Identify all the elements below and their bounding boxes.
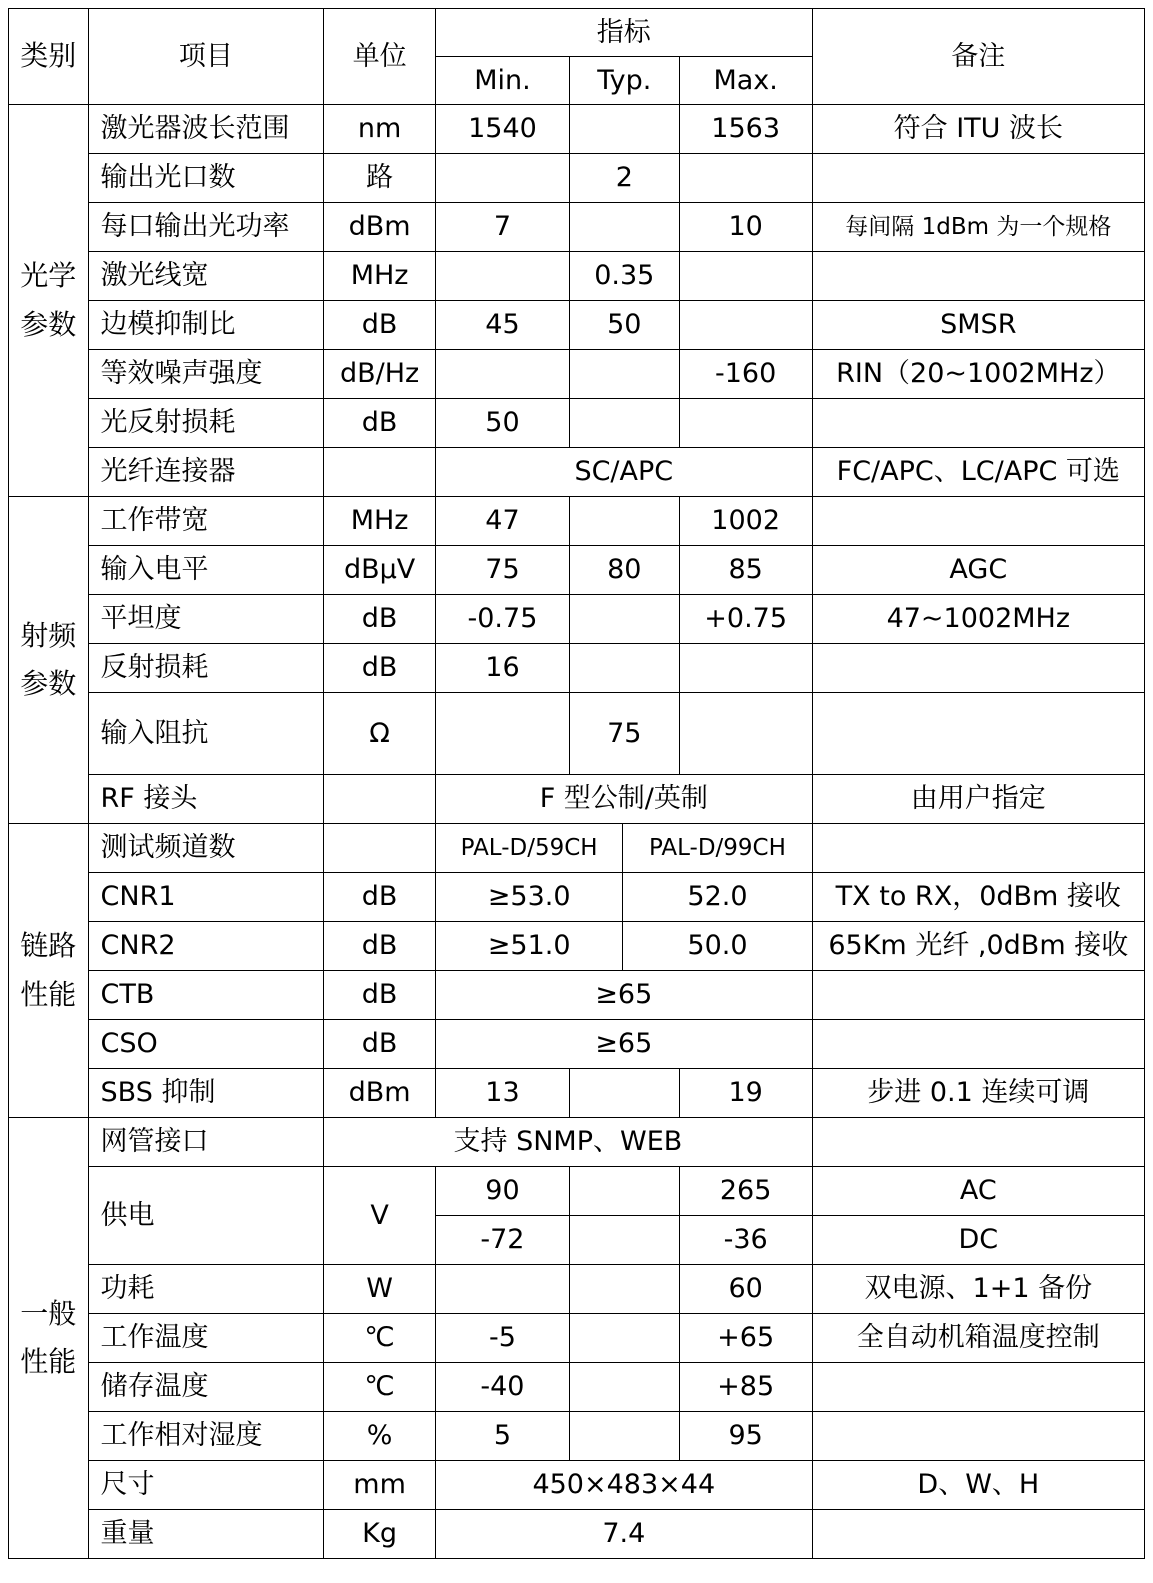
item-cell: SBS 抑制 [88, 1069, 324, 1118]
max-cell: -36 [679, 1216, 812, 1265]
span-cell: SC/APC [435, 448, 812, 497]
note-cell [812, 693, 1144, 775]
span-cell: ≥65 [435, 1020, 812, 1069]
typ-cell [569, 1069, 679, 1118]
header-unit: 单位 [324, 9, 436, 105]
unit-cell: ℃ [324, 1314, 436, 1363]
item-cell: 光纤连接器 [88, 448, 324, 497]
table-row [9, 595, 1145, 644]
item-cell: 光反射损耗 [88, 399, 324, 448]
min-cell: 45 [435, 301, 569, 350]
spec-table [8, 8, 1145, 1559]
max-cell: 1563 [679, 105, 812, 154]
channel-99-cell: 52.0 [623, 873, 812, 922]
note-cell [812, 1020, 1144, 1069]
span-cell: 450×483×44 [435, 1461, 812, 1510]
typ-cell: 0.35 [569, 252, 679, 301]
header-note: 备注 [812, 9, 1144, 105]
typ-cell [569, 644, 679, 693]
note-cell [812, 1118, 1144, 1167]
min-cell: 50 [435, 399, 569, 448]
item-cell: 输出光口数 [88, 154, 324, 203]
header-max: Max. [679, 57, 812, 105]
max-cell [679, 399, 812, 448]
table-row [9, 824, 1145, 873]
note-cell [812, 824, 1144, 873]
typ-cell: 80 [569, 546, 679, 595]
unit-cell: dB [324, 595, 436, 644]
table-row [9, 1265, 1145, 1314]
note-cell [812, 1363, 1144, 1412]
unit-cell [324, 775, 436, 824]
item-cell: 边模抑制比 [88, 301, 324, 350]
item-cell: CNR1 [88, 873, 324, 922]
unit-cell: W [324, 1265, 436, 1314]
unit-cell: MHz [324, 252, 436, 301]
note-cell [812, 497, 1144, 546]
span-cell: ≥65 [435, 971, 812, 1020]
channel-99-cell: PAL-D/99CH [623, 824, 812, 873]
item-cell: RF 接头 [88, 775, 324, 824]
typ-cell [569, 105, 679, 154]
table-row [9, 1069, 1145, 1118]
unit-cell: MHz [324, 497, 436, 546]
typ-cell [569, 1363, 679, 1412]
max-cell: 265 [679, 1167, 812, 1216]
header-index: 指标 [435, 9, 812, 57]
note-cell [812, 399, 1144, 448]
table-row [9, 105, 1145, 154]
min-cell [435, 1265, 569, 1314]
table-row [9, 1314, 1145, 1363]
unit-cell [324, 448, 436, 497]
table-row [9, 971, 1145, 1020]
note-cell: D、W、H [812, 1461, 1144, 1510]
note-cell: AGC [812, 546, 1144, 595]
max-cell: -160 [679, 350, 812, 399]
min-cell: 90 [435, 1167, 569, 1216]
item-cell: 每口输出光功率 [88, 203, 324, 252]
typ-cell [569, 203, 679, 252]
min-cell: -40 [435, 1363, 569, 1412]
max-cell: 60 [679, 1265, 812, 1314]
note-cell: TX to RX，0dBm 接收 [812, 873, 1144, 922]
table-row [9, 350, 1145, 399]
item-cell: 功耗 [88, 1265, 324, 1314]
item-cell: 供电 [88, 1167, 324, 1265]
table-row [9, 775, 1145, 824]
table-row [9, 399, 1145, 448]
note-cell [812, 252, 1144, 301]
item-cell: 尺寸 [88, 1461, 324, 1510]
max-cell [679, 693, 812, 775]
unit-cell: V [324, 1167, 436, 1265]
unit-cell: dB/Hz [324, 350, 436, 399]
category-rf: 射频参数 [9, 497, 89, 824]
table-row [9, 1510, 1145, 1559]
table-row [9, 1363, 1145, 1412]
table-row [9, 1167, 1145, 1216]
note-cell [812, 154, 1144, 203]
min-cell: -0.75 [435, 595, 569, 644]
unit-cell: dB [324, 301, 436, 350]
item-cell: 等效噪声强度 [88, 350, 324, 399]
item-cell: CTB [88, 971, 324, 1020]
category-link: 链路性能 [9, 824, 89, 1118]
unit-cell: 路 [324, 154, 436, 203]
table-row [9, 448, 1145, 497]
unit-cell: % [324, 1412, 436, 1461]
unit-cell: dB [324, 971, 436, 1020]
min-cell: 1540 [435, 105, 569, 154]
item-cell: 反射损耗 [88, 644, 324, 693]
min-cell: 16 [435, 644, 569, 693]
typ-cell: 75 [569, 693, 679, 775]
max-cell [679, 252, 812, 301]
min-cell: 47 [435, 497, 569, 546]
min-cell [435, 693, 569, 775]
table-row [9, 922, 1145, 971]
max-cell: 85 [679, 546, 812, 595]
min-cell: 13 [435, 1069, 569, 1118]
channel-59-cell: ≥51.0 [435, 922, 622, 971]
typ-cell: 2 [569, 154, 679, 203]
table-row [9, 873, 1145, 922]
category-optical: 光学参数 [9, 105, 89, 497]
note-cell: RIN（20~1002MHz） [812, 350, 1144, 399]
note-cell: 65Km 光纤 ,0dBm 接收 [812, 922, 1144, 971]
item-cell: 平坦度 [88, 595, 324, 644]
typ-cell [569, 1314, 679, 1363]
typ-cell [569, 1167, 679, 1216]
unit-cell: dB [324, 922, 436, 971]
max-cell [679, 644, 812, 693]
category-general: 一般性能 [9, 1118, 89, 1559]
note-cell: 符合 ITU 波长 [812, 105, 1144, 154]
note-cell: 双电源、1+1 备份 [812, 1265, 1144, 1314]
note-cell: 全自动机箱温度控制 [812, 1314, 1144, 1363]
header-typ: Typ. [569, 57, 679, 105]
item-cell: CNR2 [88, 922, 324, 971]
table-row [9, 644, 1145, 693]
max-cell: 19 [679, 1069, 812, 1118]
note-cell [812, 644, 1144, 693]
span-cell: 支持 SNMP、WEB [324, 1118, 812, 1167]
min-cell [435, 252, 569, 301]
min-cell [435, 350, 569, 399]
table-row [9, 546, 1145, 595]
header-category: 类别 [9, 9, 89, 105]
typ-cell [569, 1412, 679, 1461]
min-cell: -5 [435, 1314, 569, 1363]
item-cell: 工作相对湿度 [88, 1412, 324, 1461]
item-cell: CSO [88, 1020, 324, 1069]
typ-cell: 50 [569, 301, 679, 350]
typ-cell [569, 497, 679, 546]
unit-cell: Kg [324, 1510, 436, 1559]
note-cell: 由用户指定 [812, 775, 1144, 824]
note-cell: DC [812, 1216, 1144, 1265]
header-item: 项目 [88, 9, 324, 105]
max-cell: 10 [679, 203, 812, 252]
max-cell: 1002 [679, 497, 812, 546]
unit-cell: dBm [324, 1069, 436, 1118]
table-row [9, 1461, 1145, 1510]
max-cell: +85 [679, 1363, 812, 1412]
note-cell: 步进 0.1 连续可调 [812, 1069, 1144, 1118]
note-cell: FC/APC、LC/APC 可选 [812, 448, 1144, 497]
min-cell: 5 [435, 1412, 569, 1461]
note-cell [812, 1510, 1144, 1559]
max-cell: +0.75 [679, 595, 812, 644]
unit-cell: dB [324, 1020, 436, 1069]
item-cell: 输入阻抗 [88, 693, 324, 775]
item-cell: 输入电平 [88, 546, 324, 595]
note-cell: SMSR [812, 301, 1144, 350]
note-cell [812, 1412, 1144, 1461]
unit-cell: Ω [324, 693, 436, 775]
typ-cell [569, 1265, 679, 1314]
table-row [9, 1412, 1145, 1461]
channel-59-cell: PAL-D/59CH [435, 824, 622, 873]
item-cell: 激光线宽 [88, 252, 324, 301]
table-row [9, 301, 1145, 350]
max-cell [679, 301, 812, 350]
item-cell: 重量 [88, 1510, 324, 1559]
item-cell: 工作温度 [88, 1314, 324, 1363]
unit-cell: dB [324, 644, 436, 693]
note-cell: AC [812, 1167, 1144, 1216]
unit-cell: dBμV [324, 546, 436, 595]
note-cell: 每间隔 1dBm 为一个规格 [812, 203, 1144, 252]
typ-cell [569, 1216, 679, 1265]
table-row [9, 252, 1145, 301]
unit-cell: dB [324, 873, 436, 922]
span-cell: 7.4 [435, 1510, 812, 1559]
typ-cell [569, 399, 679, 448]
table-row [9, 497, 1145, 546]
span-cell: F 型公制/英制 [435, 775, 812, 824]
max-cell [679, 154, 812, 203]
table-row [9, 203, 1145, 252]
min-cell [435, 154, 569, 203]
unit-cell: mm [324, 1461, 436, 1510]
table-row [9, 154, 1145, 203]
unit-cell [324, 824, 436, 873]
note-cell [812, 971, 1144, 1020]
channel-59-cell: ≥53.0 [435, 873, 622, 922]
header-row-1 [9, 9, 1145, 57]
item-cell: 网管接口 [88, 1118, 324, 1167]
max-cell: +65 [679, 1314, 812, 1363]
unit-cell: dBm [324, 203, 436, 252]
table-row [9, 1118, 1145, 1167]
typ-cell [569, 595, 679, 644]
table-row [9, 693, 1145, 775]
min-cell: 75 [435, 546, 569, 595]
unit-cell: ℃ [324, 1363, 436, 1412]
item-cell: 工作带宽 [88, 497, 324, 546]
typ-cell [569, 350, 679, 399]
max-cell: 95 [679, 1412, 812, 1461]
header-min: Min. [435, 57, 569, 105]
table-row [9, 1020, 1145, 1069]
min-cell: -72 [435, 1216, 569, 1265]
note-cell: 47~1002MHz [812, 595, 1144, 644]
unit-cell: nm [324, 105, 436, 154]
unit-cell: dB [324, 399, 436, 448]
item-cell: 激光器波长范围 [88, 105, 324, 154]
min-cell: 7 [435, 203, 569, 252]
item-cell: 测试频道数 [88, 824, 324, 873]
item-cell: 储存温度 [88, 1363, 324, 1412]
channel-99-cell: 50.0 [623, 922, 812, 971]
